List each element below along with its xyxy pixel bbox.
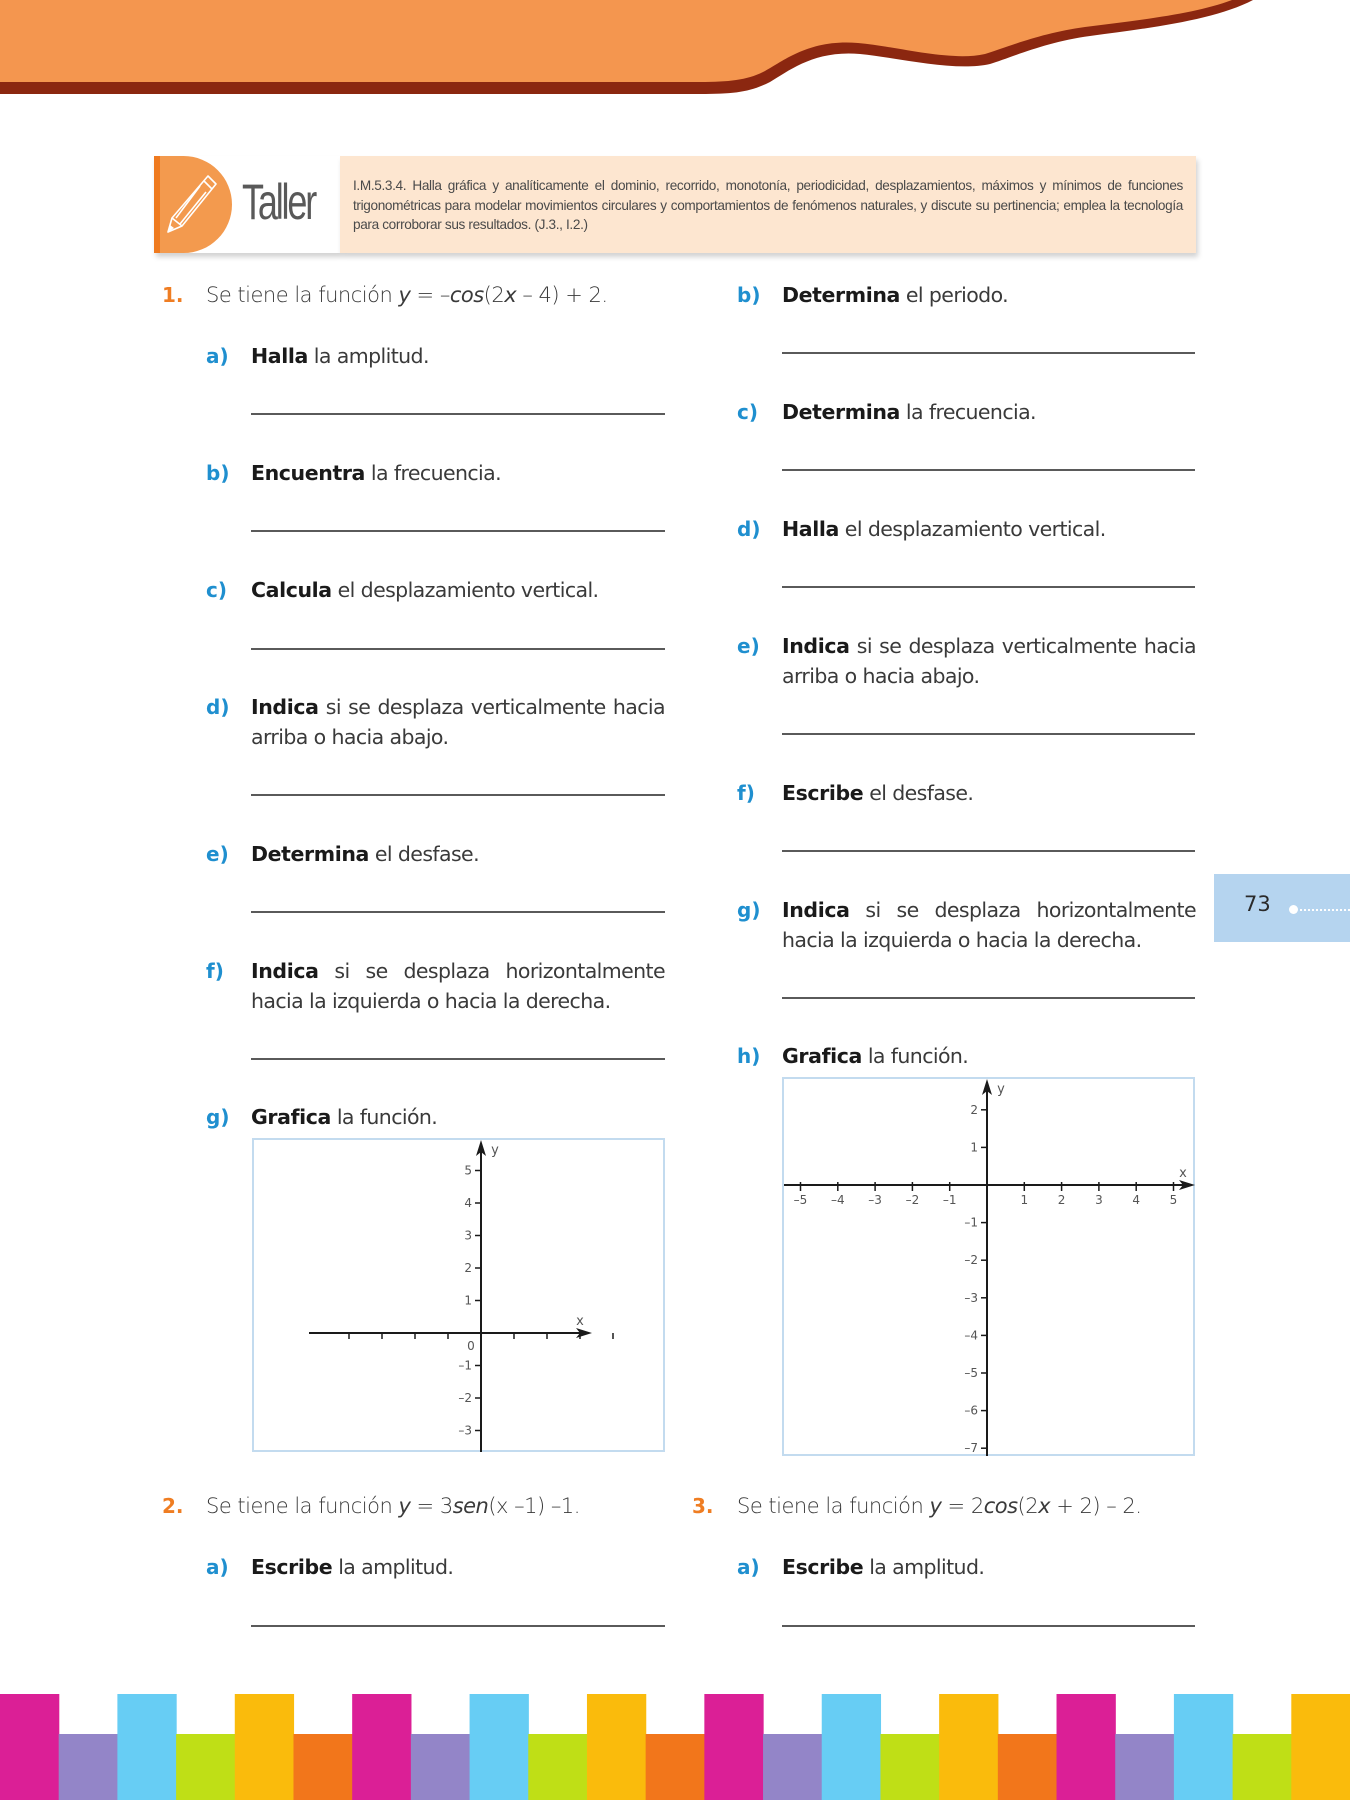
answer-line[interactable] [251, 530, 665, 532]
answer-line[interactable] [251, 794, 665, 796]
y-tick-label: –3 [964, 1290, 978, 1305]
item-text [251, 839, 665, 869]
stripe-bar [352, 1694, 411, 1800]
x-tick-label: 3 [1095, 1193, 1103, 1207]
item-text [251, 1552, 665, 1582]
item-text [251, 956, 665, 1016]
y-tick-label: 1 [464, 1293, 472, 1308]
stripe-bar [587, 1694, 646, 1800]
item-text [782, 397, 1196, 427]
item-rest: la frecuencia. [365, 461, 502, 485]
item-label: f) [737, 781, 755, 805]
item-rest: si se desplaza verticalmente hacia arriba o hacia abajo. [782, 634, 1196, 688]
formula-part: = 2 [941, 1494, 984, 1518]
exercise-number: 3. [692, 1494, 714, 1518]
answer-line[interactable] [251, 1058, 665, 1060]
item-label: c) [737, 400, 758, 424]
x-tick-label: –5 [793, 1193, 808, 1207]
exercise-number: 1. [162, 283, 184, 307]
item-verb: Calcula [251, 578, 332, 602]
stripe-bar [1233, 1734, 1292, 1800]
item-rest: la amplitud. [863, 1555, 985, 1579]
item-text [782, 778, 1196, 808]
item-label: h) [737, 1044, 761, 1068]
header-wave-banner [0, 0, 1350, 100]
x-tick-label: 4 [1132, 1193, 1141, 1207]
stripe-bar [646, 1734, 705, 1800]
item-text [782, 514, 1196, 544]
y-tick-label: –7 [964, 1441, 978, 1456]
formula-var: y [398, 283, 411, 307]
answer-line[interactable] [251, 648, 665, 650]
answer-line[interactable] [782, 997, 1195, 999]
item-rest: la función. [330, 1105, 438, 1129]
stripe-bar [176, 1734, 235, 1800]
y-axis-label: y [997, 1082, 1005, 1097]
item-verb: Halla [782, 517, 839, 541]
item-label: b) [206, 461, 230, 485]
formula-var: y [398, 1494, 411, 1518]
stripe-bar [704, 1694, 763, 1800]
item-verb: Grafica [251, 1105, 331, 1129]
item-label: f) [206, 959, 224, 983]
taller-badge [154, 156, 340, 253]
formula-part: = – [410, 283, 450, 307]
taller-badge-strip [154, 156, 160, 253]
item-label: a) [206, 1555, 229, 1579]
item-text [251, 1102, 665, 1132]
x-tick-label: –2 [905, 1193, 920, 1207]
item-text [251, 692, 665, 752]
formula-var: y [929, 1494, 942, 1518]
formula-part: – 4) + 2. [516, 283, 608, 307]
stripe-bar [235, 1694, 294, 1800]
coordinate-plane-left [254, 1140, 667, 1454]
item-label: c) [206, 578, 227, 602]
stripe-bar [880, 1734, 939, 1800]
item-verb: Indica [251, 959, 319, 983]
item-label: g) [206, 1105, 230, 1129]
item-text [251, 575, 665, 605]
stripe-bar [293, 1734, 352, 1800]
stripe-bar [1057, 1694, 1116, 1800]
y-tick-label: 2 [464, 1261, 472, 1275]
item-verb: Indica [782, 634, 850, 658]
item-verb: Escribe [782, 1555, 864, 1579]
stripe-bar [822, 1694, 881, 1800]
graph-area-left[interactable] [252, 1138, 665, 1452]
y-tick-label: –2 [964, 1253, 978, 1268]
y-tick-label: –2 [458, 1391, 472, 1405]
item-text [782, 895, 1196, 955]
formula-part: (x –1) –1. [488, 1494, 580, 1518]
item-verb: Grafica [782, 1044, 862, 1068]
item-rest: si se desplaza horizontalmente hacia la izquierda o hacia la derecha. [782, 898, 1196, 952]
stripe-bar [528, 1734, 587, 1800]
stripe-bar [998, 1734, 1057, 1800]
x-tick-label: –1 [942, 1193, 957, 1207]
taller-title: Taller [242, 174, 316, 230]
answer-line[interactable] [782, 352, 1195, 354]
item-verb: Determina [782, 400, 900, 424]
item-verb: Escribe [251, 1555, 333, 1579]
item-label: a) [206, 344, 229, 368]
stripe-bar [117, 1694, 176, 1800]
page-number: 73 [1244, 892, 1271, 916]
stripe-bar [939, 1694, 998, 1800]
item-text [251, 458, 665, 488]
formula-part: + 2) – 2. [1050, 1494, 1142, 1518]
y-tick-label: –1 [964, 1215, 978, 1230]
item-label: e) [206, 842, 229, 866]
answer-line[interactable] [782, 850, 1195, 852]
page-number-tab [1214, 874, 1350, 942]
taller-badge-shape [154, 156, 232, 253]
stripe-bar [1115, 1734, 1174, 1800]
formula-part: = 3 [410, 1494, 453, 1518]
answer-line[interactable] [782, 586, 1195, 588]
stripe-bar [59, 1734, 118, 1800]
exercise-prompt [206, 280, 608, 310]
item-rest: la función. [861, 1044, 969, 1068]
item-verb: Determina [251, 842, 369, 866]
answer-line[interactable] [251, 911, 665, 913]
stripe-bar [470, 1694, 529, 1800]
coordinate-plane-right [784, 1079, 1197, 1458]
origin-label: 0 [467, 1339, 475, 1353]
item-verb: Halla [251, 344, 308, 368]
x-axis-label: x [576, 1314, 584, 1329]
item-label: d) [737, 517, 761, 541]
formula-var: x [504, 283, 517, 307]
y-tick-label: –4 [964, 1328, 978, 1343]
answer-line[interactable] [251, 413, 665, 415]
item-rest: la amplitud. [307, 344, 429, 368]
item-rest: el periodo. [899, 283, 1009, 307]
formula-var: x [1038, 1494, 1051, 1518]
graph-area-right[interactable] [782, 1077, 1195, 1456]
answer-line[interactable] [782, 733, 1195, 735]
item-text [782, 280, 1196, 310]
item-verb: Escribe [782, 781, 864, 805]
y-tick-label: –3 [458, 1423, 472, 1438]
answer-line[interactable] [782, 469, 1195, 471]
item-label: e) [737, 634, 760, 658]
item-rest: el desplazamiento vertical. [331, 578, 599, 602]
prompt-text: Se tiene la función [737, 1494, 930, 1518]
x-tick-label: 5 [1169, 1193, 1178, 1207]
item-text [251, 341, 665, 371]
y-tick-label: 3 [464, 1228, 472, 1243]
prompt-text: Se tiene la función [206, 283, 399, 307]
item-text [782, 631, 1196, 691]
item-rest: si se desplaza verticalmente hacia arriba o hacia abajo. [251, 695, 665, 749]
page-dot-icon [1289, 905, 1298, 914]
page-dotted-line [1300, 909, 1350, 911]
skill-indicator-text: I.M.5.3.4. Halla gráfica y analíticamente el dominio, recorrido, monotonía, periodicidad, desplazamientos, máximos y mínimos de funciones trigonométricas para modelar movimientos circulares y comportamientos de fenómenos naturales, y discute su pertinencia; emplea la tecnología para corroborar sus resultados. (J.3., I.2.) [353, 178, 1183, 232]
y-tick-label: 4 [464, 1196, 472, 1210]
x-tick-label: –4 [830, 1193, 845, 1207]
item-label: d) [206, 695, 230, 719]
pencil-icon [162, 170, 222, 240]
formula-fn: cos [983, 1494, 1018, 1518]
decorative-stripes [0, 1694, 1350, 1800]
stripe-bar [0, 1694, 59, 1800]
stripe-bar [411, 1734, 470, 1800]
item-verb: Encuentra [251, 461, 365, 485]
item-rest: la frecuencia. [899, 400, 1036, 424]
formula-fn: sen [452, 1494, 489, 1518]
exercise-number: 2. [162, 1494, 184, 1518]
answer-line[interactable] [251, 1625, 665, 1627]
prompt-text: Se tiene la función [206, 1494, 399, 1518]
answer-line[interactable] [782, 1625, 1195, 1627]
exercise-prompt [737, 1491, 1141, 1521]
item-label: g) [737, 898, 761, 922]
y-tick-label: –5 [964, 1366, 978, 1380]
x-tick-label: 1 [1020, 1193, 1029, 1207]
stripe-bar [1291, 1694, 1350, 1800]
x-axis-label: x [1179, 1166, 1187, 1181]
item-verb: Indica [251, 695, 319, 719]
y-tick-label: 5 [464, 1163, 472, 1178]
item-rest: si se desplaza horizontalmente hacia la izquierda o hacia la derecha. [251, 959, 665, 1013]
formula-part: (2 [483, 283, 505, 307]
skill-indicator-box [340, 156, 1196, 253]
item-rest: la amplitud. [332, 1555, 454, 1579]
exercise-prompt [206, 1491, 580, 1521]
y-axis-label: y [491, 1143, 499, 1158]
y-tick-label: 1 [970, 1140, 978, 1155]
stripe-bar [1174, 1694, 1233, 1800]
item-verb: Indica [782, 898, 850, 922]
formula-part: (2 [1017, 1494, 1039, 1518]
x-tick-label: –3 [868, 1193, 882, 1207]
y-tick-label: 2 [970, 1102, 978, 1117]
formula-fn: cos [449, 283, 484, 307]
item-rest: el desfase. [368, 842, 479, 866]
stripe-bar [763, 1734, 822, 1800]
x-tick-label: 2 [1057, 1193, 1066, 1207]
item-label: b) [737, 283, 761, 307]
y-tick-label: –6 [964, 1403, 978, 1418]
item-text [782, 1552, 1196, 1582]
item-rest: el desplazamiento vertical. [838, 517, 1106, 541]
y-tick-label: –1 [458, 1358, 472, 1373]
item-rest: el desfase. [863, 781, 974, 805]
item-label: a) [737, 1555, 760, 1579]
item-text [782, 1041, 1196, 1071]
item-verb: Determina [782, 283, 900, 307]
